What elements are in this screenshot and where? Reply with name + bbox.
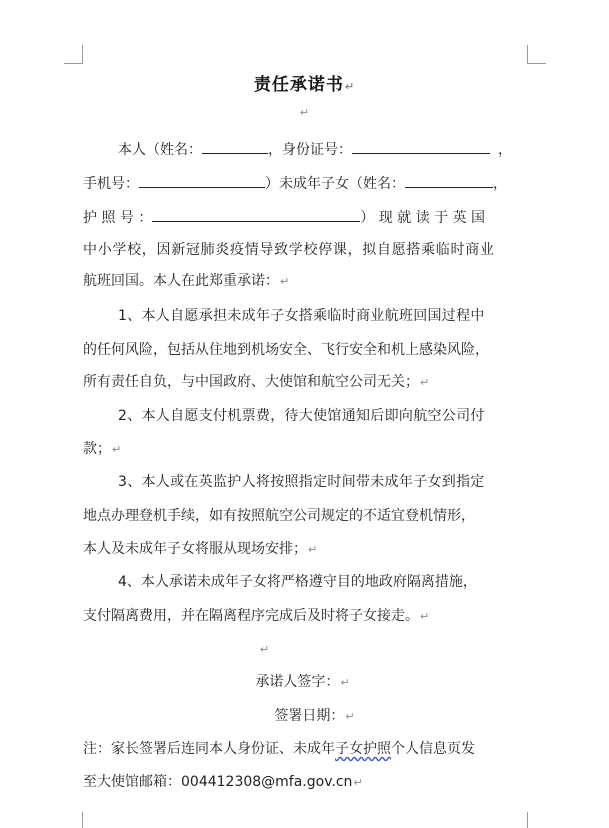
child-name-blank[interactable] <box>405 172 493 188</box>
document-title[interactable]: 责任承诺书↵ <box>253 75 356 95</box>
item-1-line-2[interactable]: 的任何风险，包括从住地到机场安全、飞行安全和机上感染风险， <box>83 342 489 358</box>
paragraph-mark-icon: ↵ <box>345 710 355 723</box>
signing-date-line[interactable]: 签署日期：↵ <box>274 708 355 724</box>
id-number-blank[interactable] <box>352 138 490 154</box>
item-1-line-3[interactable]: 所有责任自负，与中国政府、大使馆和航空公司无关；↵ <box>83 374 430 390</box>
intro-line-1[interactable]: 本人（姓名： ，身份证号： ， <box>118 138 526 160</box>
note-line-1[interactable]: 注：家长签署后连同本人身份证、未成年子女护照个人信息页发 <box>83 741 475 757</box>
item-2-line-1[interactable]: 2、本人自愿支付机票费，待大使馆通知后即向航空公司付 <box>118 408 485 424</box>
item-3-line-1[interactable]: 3、本人或在英监护人将按照指定时间带未成年子女到指定 <box>118 474 485 490</box>
empty-paragraph-mark-icon: ↵ <box>259 643 270 656</box>
item-3-line-2[interactable]: 地点办理登机手续，如有按照航空公司规定的不适宜登机情形， <box>83 508 475 524</box>
item-4-line-1[interactable]: 4、本人承诺未成年子女将严格遵守目的地政府隔离措施， <box>118 574 477 590</box>
note-line-2[interactable]: 至大使馆邮箱：004412308@mfa.gov.cn↵ <box>83 774 363 790</box>
spellcheck-underlined-text[interactable]: 子女护照 <box>335 741 391 757</box>
item-3-line-3[interactable]: 本人及未成年子女将服从现场安排；↵ <box>83 541 318 557</box>
paragraph-mark-icon: ↵ <box>420 610 430 623</box>
paragraph-mark-icon: ↵ <box>112 443 122 456</box>
paragraph-mark-icon: ↵ <box>280 275 290 288</box>
signer-signature-line[interactable]: 承诺人签字：↵ <box>255 674 350 690</box>
page-corner-mark-top-left <box>64 45 83 64</box>
phone-blank[interactable] <box>139 172 265 188</box>
paragraph-mark-icon: ↵ <box>340 676 350 689</box>
paragraph-mark-icon: ↵ <box>353 776 363 789</box>
intro-line-2[interactable]: 手机号： ）未成年子女（姓名： ， <box>83 172 526 194</box>
paragraph-mark-icon: ↵ <box>420 376 430 389</box>
empty-paragraph-mark-icon: ↵ <box>299 106 310 119</box>
page-corner-mark-top-right <box>527 45 546 64</box>
page-corner-mark-bottom-left <box>64 812 83 828</box>
item-2-line-2[interactable]: 款；↵ <box>83 441 122 457</box>
intro-line-5[interactable]: 航班回国。本人在此郑重承诺：↵ <box>83 273 290 289</box>
paragraph-mark-icon: ↵ <box>344 80 356 93</box>
passport-number-blank[interactable] <box>152 206 360 222</box>
name-blank[interactable] <box>202 138 268 154</box>
item-1-line-1[interactable]: 1、本人自愿承担未成年子女搭乘临时商业航班回国过程中 <box>118 308 485 324</box>
intro-line-3[interactable]: 护 照 号 ： ） 现 就 读 于 英 国 <box>83 206 526 228</box>
page-corner-mark-bottom-right <box>527 812 546 828</box>
intro-line-4[interactable]: 中小学校，因新冠肺炎疫情导致学校停课，拟自愿搭乘临时商业 <box>83 242 495 258</box>
item-4-line-2[interactable]: 支付隔离费用，并在隔离程序完成后及时将子女接走。↵ <box>83 608 430 624</box>
paragraph-mark-icon: ↵ <box>308 543 318 556</box>
